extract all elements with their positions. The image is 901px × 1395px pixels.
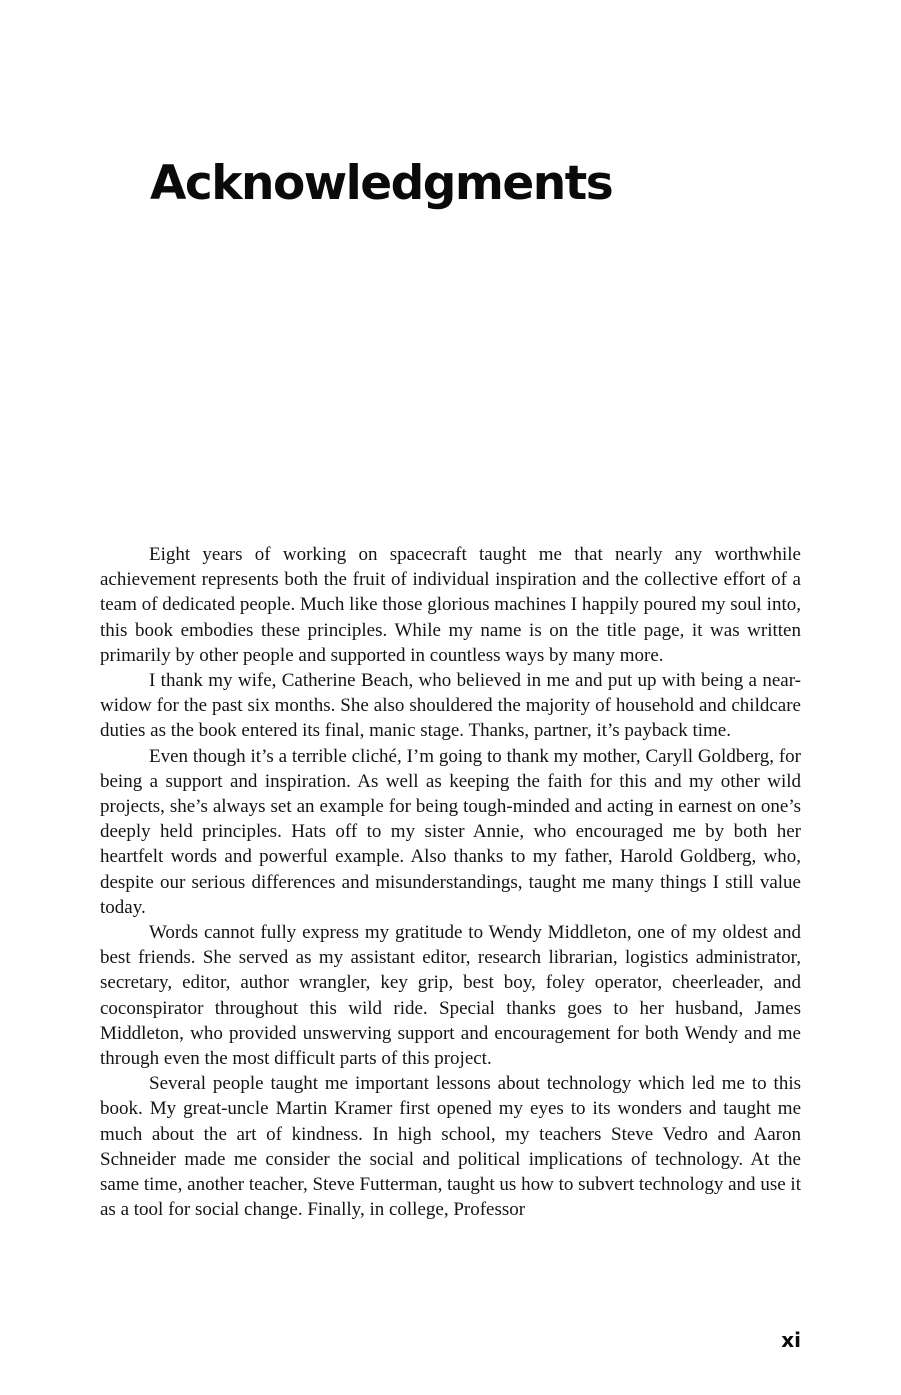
- page-number: xi: [781, 1328, 801, 1352]
- paragraph: Eight years of working on spacecraft taught me that nearly any worthwhile achievement represents both the fruit of individual inspiration and the collective effort of a team of dedicated people. Much like those glorious machines I happily poured my soul into, this book embodies these principles. While my name is on the title page, it was written primarily by other people and supported in countless ways by many more.: [100, 544, 801, 666]
- body-text: [100, 542, 801, 1222]
- paragraph: Even though it’s a terrible cliché, I’m going to thank my mother, Caryll Goldberg, for being a support and inspiration. As well as keeping the faith for this and my other wild projects, she’s always set an example for being tough-minded and acting in earnest on one’s deeply held principles. Hats off to my sister Annie, who encouraged me by both her heartfelt words and powerful example. Also thanks to my father, Harold Goldberg, who, despite our serious differences and misunderstandings, taught me many things I still value today.: [100, 745, 801, 918]
- paragraph: Words cannot fully express my gratitude to Wendy Middleton, one of my oldest and best friends. She served as my assistant editor, research librarian, logistics administrator, secretary, editor, author wrangler, key grip, best boy, foley operator, cheerleader, and coconspirator throughout this wild ride. Special thanks goes to her husband, James Middleton, who provided unswerving support and encouragement for both Wendy and me through even the most difficult parts of this project.: [100, 922, 801, 1070]
- paragraph: I thank my wife, Catherine Beach, who believed in me and put up with being a near-widow for the past six months. She also shouldered the majority of household and childcare duties as the book entered its final, manic stage. Thanks, partner, it’s payback time.: [100, 670, 801, 742]
- chapter-title: Acknowledgments: [150, 156, 613, 211]
- paragraph: Several people taught me important lessons about technology which led me to this book. My great-uncle Martin Kramer first opened my eyes to its wonders and taught me much about the art of kindness. In high school, my teachers Steve Vedro and Aaron Schneider made me consider the social and political implications of technology. At the same time, another teacher, Steve Futterman, taught us how to subvert technology and use it as a tool for social change. Finally, in college, Professor: [100, 1073, 801, 1221]
